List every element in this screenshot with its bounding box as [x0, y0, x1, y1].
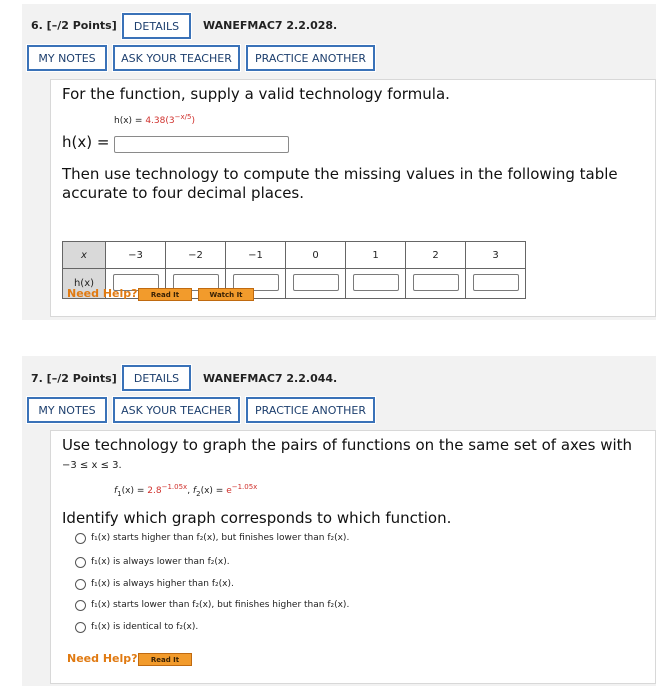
hx-input[interactable] — [473, 274, 519, 291]
need-help-label: Need Help? — [67, 652, 138, 665]
x-value: 3 — [466, 242, 526, 269]
x-value: 0 — [286, 242, 346, 269]
x-value: −1 — [226, 242, 286, 269]
hx-header: h(x) — [63, 269, 106, 299]
details-button[interactable]: DETAILS — [122, 365, 191, 391]
x-value: 2 — [406, 242, 466, 269]
function-lhs: h(x) = — [114, 116, 146, 126]
function-definition — [114, 113, 195, 126]
answer-label: h(x) = — [62, 133, 110, 151]
option-radio[interactable] — [75, 579, 86, 590]
function-pair: $f_1(x) = 2.8^{-1.05x}$, $f_2(x) = e^{-1.05x}$ — [114, 483, 258, 498]
identify-prompt: Identify which graph corresponds to which function. — [62, 509, 452, 527]
x-header: x — [63, 242, 106, 269]
instruction-line-2: accurate to four decimal places. — [62, 184, 304, 202]
formula-input[interactable] — [114, 136, 289, 153]
practice-another-button[interactable]: PRACTICE ANOTHER — [246, 397, 375, 423]
option-label: f₁(x) starts higher than f₂(x), but finishes lower than f₂(x). — [91, 533, 350, 543]
instruction-line-1: Then use technology to compute the missing values in the following table — [62, 165, 618, 183]
details-button[interactable]: DETAILS — [122, 13, 191, 39]
option-label: f₁(x) is always higher than f₂(x). — [91, 579, 234, 589]
question-7-prompt: Use technology to graph the pairs of functions on the same set of axes with — [62, 436, 633, 454]
x-value: −2 — [166, 242, 226, 269]
question-6-content — [50, 79, 656, 317]
x-value: 1 — [346, 242, 406, 269]
option-radio[interactable] — [75, 533, 86, 544]
option-label: f₁(x) starts lower than f₂(x), but finishes higher than f₂(x). — [91, 600, 350, 610]
domain-statement: −3 ≤ x ≤ 3. — [62, 460, 122, 471]
read-it-button[interactable]: Read It — [138, 288, 192, 301]
question-6-header: 6. [–/2 Points] — [31, 19, 117, 32]
my-notes-button[interactable]: MY NOTES — [27, 397, 107, 423]
question-7-content — [50, 430, 656, 684]
question-7-code: WANEFMAC7 2.2.044. — [203, 372, 338, 385]
ask-teacher-button[interactable]: ASK YOUR TEACHER — [113, 397, 240, 423]
option-label: f₁(x) is always lower than f₂(x). — [91, 557, 230, 567]
option-radio[interactable] — [75, 622, 86, 633]
function-rhs: $4.38(3^{-x/5})$ — [145, 113, 195, 126]
x-value: −3 — [106, 242, 166, 269]
question-6-prompt: For the function, supply a valid technology formula. — [62, 85, 450, 103]
ask-teacher-button[interactable]: ASK YOUR TEACHER — [113, 45, 240, 71]
option-radio[interactable] — [75, 600, 86, 611]
practice-another-button[interactable]: PRACTICE ANOTHER — [246, 45, 375, 71]
option-label: f₁(x) is identical to f₂(x). — [91, 622, 199, 632]
hx-input[interactable] — [353, 274, 399, 291]
hx-input[interactable] — [413, 274, 459, 291]
hx-input[interactable] — [293, 274, 339, 291]
hx-cell — [346, 269, 406, 299]
hx-cell — [466, 269, 526, 299]
question-6-code: WANEFMAC7 2.2.028. — [203, 19, 338, 32]
watch-it-button[interactable]: Watch It — [198, 288, 254, 301]
my-notes-button[interactable]: MY NOTES — [27, 45, 107, 71]
need-help-label: Need Help? — [67, 287, 138, 300]
read-it-button[interactable]: Read It — [138, 653, 192, 666]
option-radio[interactable] — [75, 557, 86, 568]
hx-cell — [406, 269, 466, 299]
hx-cell — [286, 269, 346, 299]
question-7-header: 7. [–/2 Points] — [31, 372, 117, 385]
